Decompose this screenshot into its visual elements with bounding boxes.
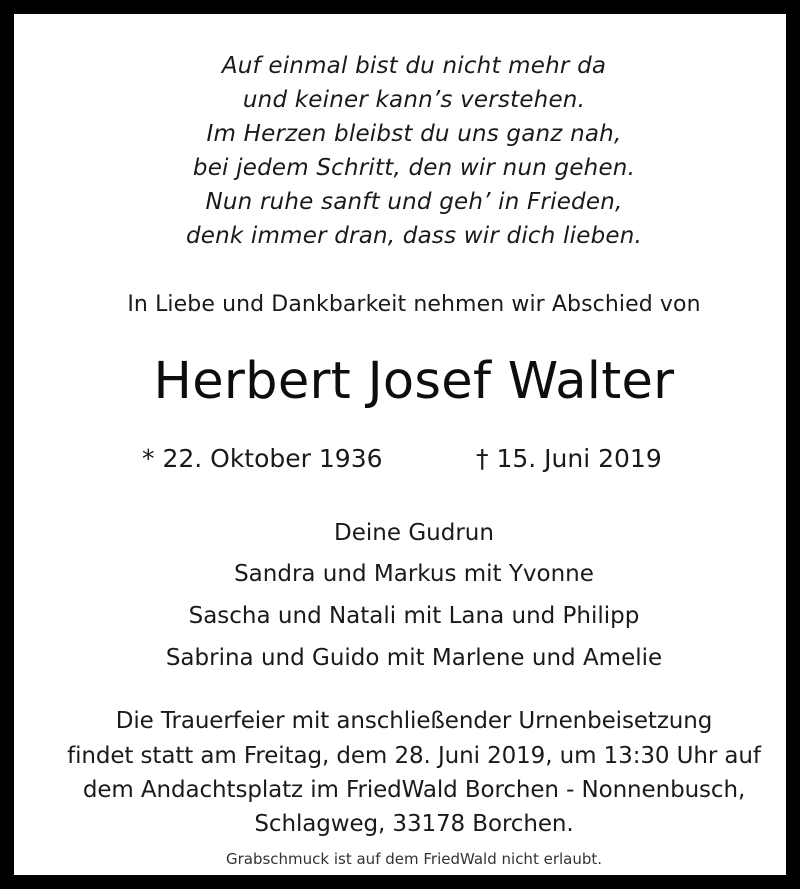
birth-date: * 22. Oktober 1936 xyxy=(142,444,383,473)
poem-line: Im Herzen bleibst du uns ganz nah, xyxy=(206,121,622,147)
mourner-line: Sascha und Natali mit Lana und Philipp xyxy=(188,603,640,629)
footer-note: Grabschmuck ist auf dem FriedWald nicht erlaubt. xyxy=(225,850,603,868)
farewell-intro: In Liebe und Dankbarkeit nehmen wir Abschied von xyxy=(127,292,701,317)
notice-line: findet statt am Freitag, dem 28. Juni 2019, um 13:30 Uhr auf xyxy=(67,743,761,769)
notice-line: dem Andachtsplatz im FriedWald Borchen - Nonnenbusch, xyxy=(82,777,746,803)
poem-line: Nun ruhe sanft und geh’ in Frieden, xyxy=(205,189,623,215)
notice-line: Die Trauerfeier mit anschließender Urnenbeisetzung xyxy=(115,708,713,734)
poem-line: bei jedem Schritt, den wir nun gehen. xyxy=(192,155,636,181)
poem-line: und keiner kann’s verstehen. xyxy=(242,87,586,113)
mourner-line: Sabrina und Guido mit Marlene und Amelie xyxy=(165,645,663,671)
poem-line: Auf einmal bist du nicht mehr da xyxy=(221,53,607,79)
mourner-line: Deine Gudrun xyxy=(334,520,494,546)
death-date: † 15. Juni 2019 xyxy=(476,444,662,473)
mourner-line: Sandra und Markus mit Yvonne xyxy=(234,561,594,587)
notice-line: Schlagweg, 33178 Borchen. xyxy=(254,811,574,837)
poem-line: denk immer dran, dass wir dich lieben. xyxy=(185,223,643,249)
deceased-name: Herbert Josef Walter xyxy=(153,352,675,411)
